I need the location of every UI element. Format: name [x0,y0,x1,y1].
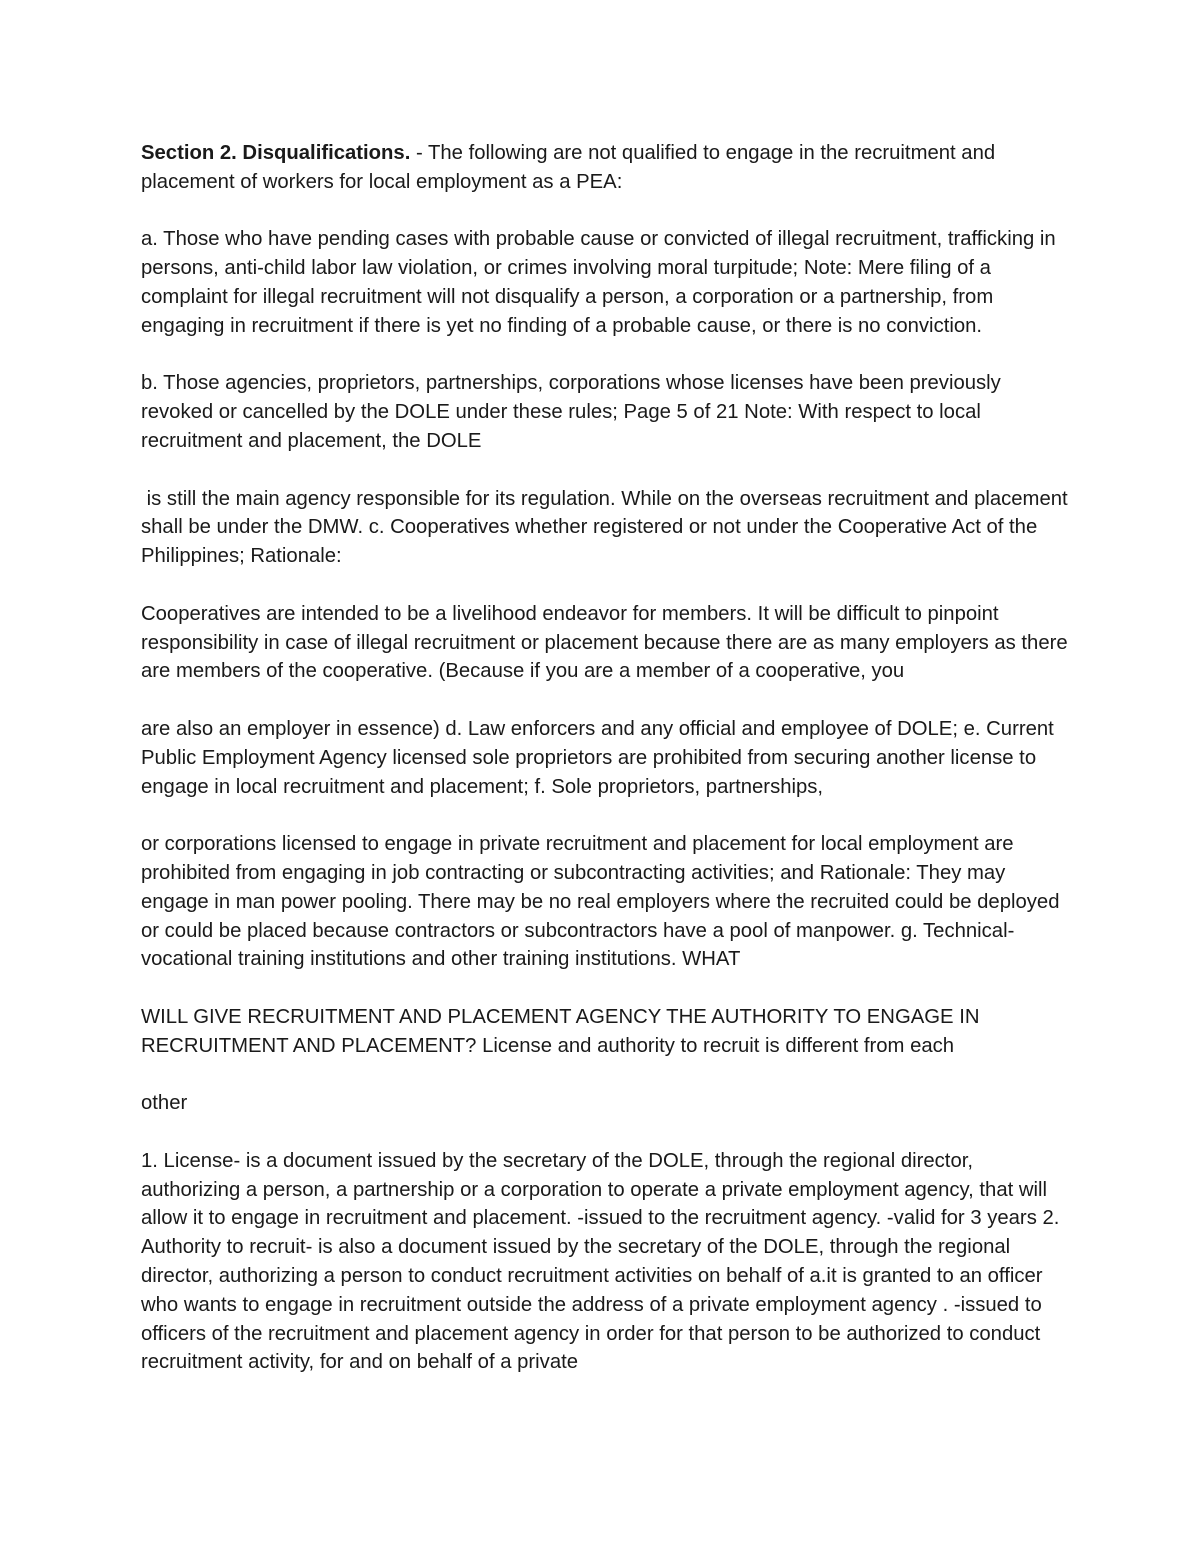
section-intro-paragraph [141,139,1071,197]
paragraph-law-enforcers: are also an employer in essence) d. Law enforcers and any official and employee of DOLE; e. Current Public Employment Agency licensed sole proprietors are prohibited from securing another license to engage in local recruitment and placement; f. Sole proprietors, partnerships, [141,717,1054,798]
paragraph-a: a. Those who have pending cases with probable cause or convicted of illegal recruitment, trafficking in persons, anti-child labor law violation, or crimes involving moral turpitude; Note: Mere filing of a complaint for illegal recruitment will not disqualify a person, a corporation or a partnership, from engaging in recruitment if there is yet no finding of a probable cause, or there is no conviction. [141,228,1056,337]
paragraph-authority-question: WILL GIVE RECRUITMENT AND PLACEMENT AGENCY THE AUTHORITY TO ENGAGE IN RECRUITMENT AND PLACEMENT? License and authority to recruit is different from each [141,1005,980,1057]
paragraph-spacer [141,341,1071,370]
paragraph-regulation: is still the main agency responsible for its regulation. While on the overseas recruitment and placement shall be under the DMW. c. Cooperatives whether registered or not under the Cooperative Act of the Philippines; Rationale: [141,487,1074,568]
paragraph-other: other [141,1092,188,1115]
paragraph-spacer [141,801,1071,830]
paragraph-b: b. Those agencies, proprietors, partnerships, corporations whose licenses have been previously revoked or cancelled by the DOLE under these rules; Page 5 of 21 Note: With respect to local recruitment and placement, the DOLE [141,372,1001,452]
paragraph-spacer [141,1118,1071,1147]
section-intro-text: - The following are not qualified to engage in the recruitment and placement of workers for local employment as a PEA: [141,142,996,193]
paragraph-cooperatives: Cooperatives are intended to be a livelihood endeavor for members. It will be difficult to pinpoint responsibility in case of illegal recruitment or placement because there are as many employers as there are members of the cooperative. (Because if you are a member of a cooperative, you [141,602,1068,683]
section-heading: Section 2. Disqualifications. [141,142,411,164]
paragraph-spacer [141,686,1071,715]
document-body [141,139,1074,1377]
paragraph-spacer [141,1061,1071,1090]
paragraph-license: 1. License- is a document issued by the secretary of the DOLE, through the regional director, authorizing a person, a partnership or a corporation to operate a private employment agency, that will allow it to engage in recruitment and placement. -issued to the recruitment agency. -valid for 3 years 2. Authority to recruit- is also a document issued by the secretary of the DOLE, through the regional director, authorizing a person to conduct recruitment activities on behalf of a.it is granted to an officer who wants to engage in recruitment outside the address of a private employment agency . -issued to officers of the recruitment and placement agency in order for that person to be authorized to conduct recruitment activity, for and on behalf of a private [141,1149,1060,1374]
paragraph-spacer [141,571,1071,600]
paragraph-spacer [141,974,1071,1003]
paragraph-corporations: or corporations licensed to engage in private recruitment and placement for local employment are prohibited from engaging in job contracting or subcontracting activities; and Rationale: They may engage in man power pooling. There may be no real employers where the recruited could be deployed or could be placed because contractors or subcontractors have a pool of manpower. g. Technical-vocational training institutions and other training institutions. WHAT [141,833,1060,971]
paragraph-spacer [141,197,1071,226]
paragraph-spacer [141,456,1071,485]
